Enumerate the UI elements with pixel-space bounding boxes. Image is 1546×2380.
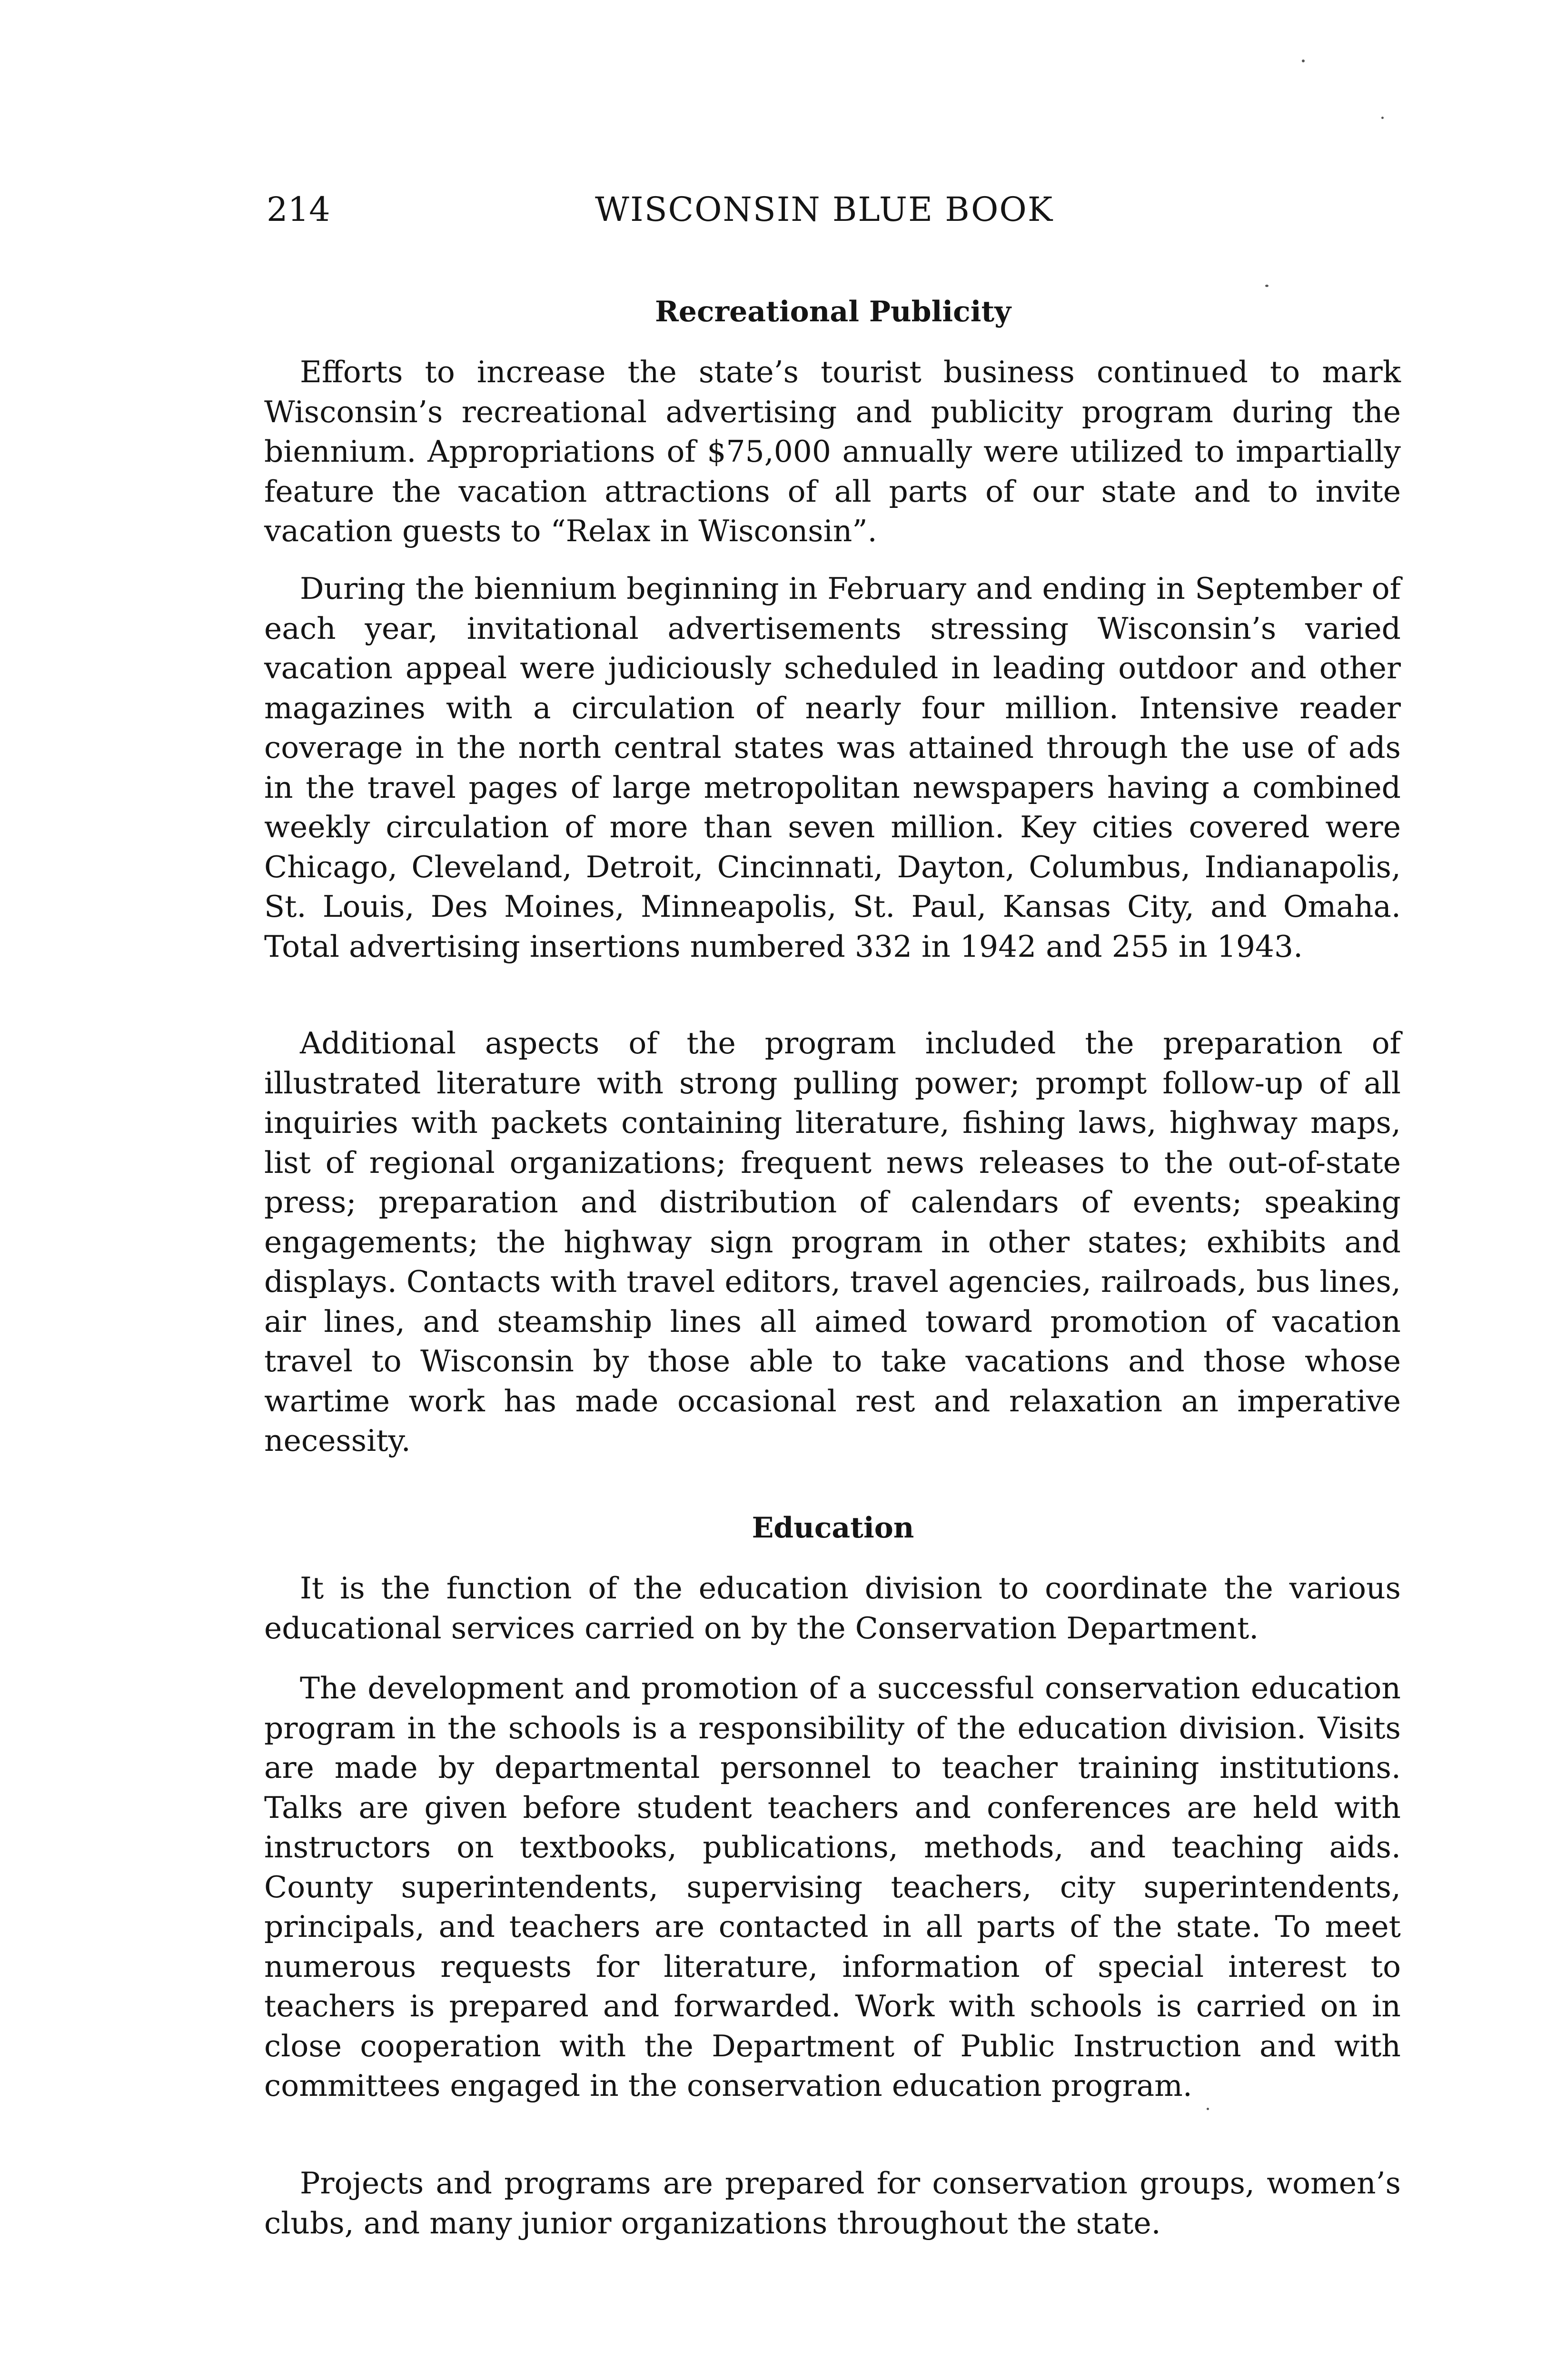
page-number: 214 [267,190,330,229]
paragraph: Additional aspects of the program included the preparation of illustrated literature with strong pulling power; prompt follow-up of all inquiries with packets containing literature, fishing laws, highway maps, list of regional organizations; frequent news releases to the out-of-state press; preparation and distribution of calendars of events; speaking engagements; the highway sign program in other states; exhibits and displays. Contacts with travel editors, travel agencies, railroads, bus lines, air lines, and steamship lines all aimed toward promotion of vacation travel to Wisconsin by those able to take vacations and those whose wartime work has made occasional rest and relaxation an imperative necessity. [264,1026,1401,1458]
paragraph: During the biennium beginning in February and ending in September of each year, invitational advertisements stressing Wisconsin’s varied vacation appeal were judiciously scheduled in leading outdoor and other magazines with a circulation of nearly four million. Intensive reader coverage in the north central states was attained through the use of ads in the travel pages of large metropolitan newspapers having a combined weekly circulation of more than seven million. Key cities covered were Chicago, Cleveland, Detroit, Cincinnati, Dayton, Columbus, Indianapolis, St. Louis, Des Moines, Minneapolis, St. Paul, Kansas City, and Omaha. Total advertising insertions numbered 332 in 1942 and 255 in 1943. [264,571,1401,964]
section-heading-education: Education [752,1511,914,1545]
scan-speck [1265,285,1269,287]
paragraph: Efforts to increase the state’s tourist business continued to mark Wisconsin’s recreational advertising and publicity program during the biennium. Appropriations of $75,000 annually were utilized to impartially feature the vacation attractions of all parts of our state and to invite vacation guests to “Relax in Wisconsin”. [264,355,1401,548]
paragraph: It is the function of the education division to coordinate the various educational services carried on by the Conservation Department. [264,1571,1401,1646]
section-heading-recreational-publicity: Recreational Publicity [654,295,1011,328]
paragraph: Projects and programs are prepared for conservation groups, women’s clubs, and many junior organizations throughout the state. [264,2166,1401,2241]
scan-speck [1302,60,1305,62]
scan-speck [1381,117,1384,119]
running-head [267,188,1399,231]
paragraph: The development and promotion of a successful conservation education program in the schools is a responsibility of the education division. Visits are made by departmental personnel to teacher training institutions. Talks are given before student teachers and conferences are held with instructors on textbooks, publications, methods, and teaching aids. County superintendents, supervising teachers, city superintendents, principals, and teachers are contacted in all parts of the state. To meet numerous requests for literature, information of special interest to teachers is prepared and forwarded. Work with schools is carried on in close cooperation with the Department of Public Instruction and with committees engaged in the conservation education program. [264,1671,1401,2103]
scan-speck [1207,2108,1209,2110]
book-title: WISCONSIN BLUE BOOK [595,190,1054,229]
